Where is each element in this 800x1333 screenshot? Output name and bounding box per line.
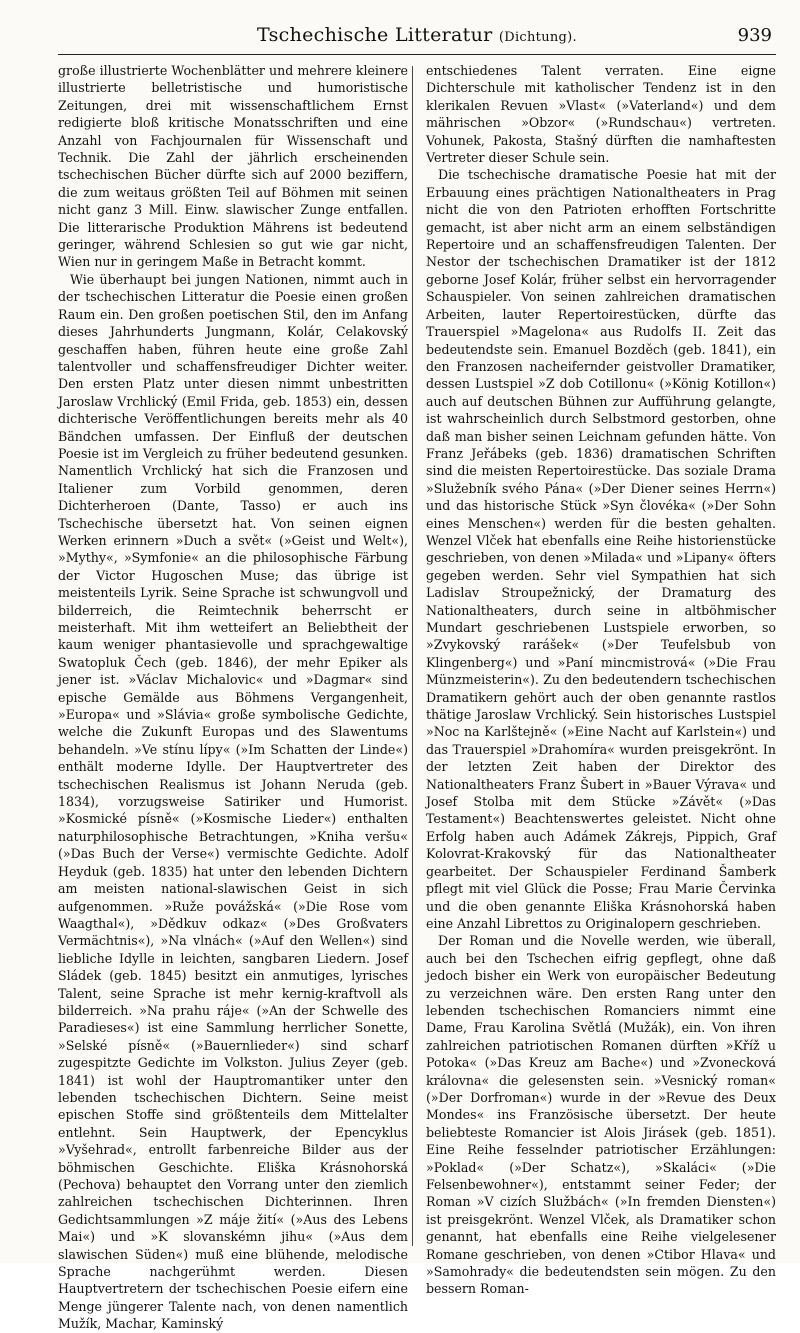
left-column — [58, 62, 408, 1332]
text-columns — [58, 62, 776, 1332]
header-subtitle: (Dichtung). — [498, 30, 577, 45]
header-title: Tschechische Litteratur — [257, 24, 493, 46]
page-number: 939 — [737, 25, 772, 46]
paragraph: Der Roman und die Novelle werden, wie überall, auch bei den Tschechen eifrig gepflegt, ohne daß jedoch bisher ein Werk von europäischer Bedeutung zu verzeichnen wäre. Den ersten Rang unter den lebenden tschechischen Romanciers nimmt eine Dame, Frau Karolina Světlá (Mužák), ein. Von ihren zahlreichen patriotischen Romanen dürften »Kříž u Potoka« (»Das Kreuz am Bache«) und »Zvonecková královna« die gelesensten sein. »Vesnický roman« (»Der Dorfroman«) wurde in der »Revue des Deux Mondes« ins Französische übersetzt. Der heute beliebteste Romancier ist Alois Jirásek (geb. 1851). Eine Reihe fesselnder patriotischer Erzählungen: »Poklad« (»Der Schatz«), »Skaláci« (»Die Felsenbewohner«), entstammt seiner Feder; der Roman »V cizích Službách« (»In fremden Diensten«) ist preisgekrönt. Wenzel Vlček, als Dramatiker schon genannt, hat ebenfalls eine Reihe vielgelesener Romane geschrieben, von denen »Ctibor Hlava« und »Samohrady« die bedeutendsten sein mögen. Zu den bessern Roman- — [426, 933, 776, 1297]
paragraph: Die tschechische dramatische Poesie hat mit der Erbauung eines prächtigen Nationaltheaters in Prag nicht die von den Patrioten erhofften Fortschritte gemacht, ist aber nicht arm an einem selbständigen Repertoire und an schaffensfreudigen Talenten. Der Nestor der tschechischen Dramatiker ist der 1812 geborne Josef Kolár, früher selbst ein hervorragender Schauspieler. Von seinen zahlreichen dramatischen Arbeiten, lauter Repertoirestücken, dürfte das Trauerspiel »Magelona« aus Rudolfs II. Zeit das bedeutendste sein. Emanuel Bozděch (geb. 1841), ein den Franzosen nacheifernder geistvoller Dramatiker, dessen Lustspiel »Z dob Cotillonu« (»König Kotillon«) auch auf deutschen Bühnen zur Aufführung gelangte, ist wahrscheinlich durch Selbstmord gestorben, ohne daß man bisher seinen Leichnam gefunden hätte. Von Franz Jeřábeks (geb. 1836) dramatischen Schriften sind die meisten Repertoirestücke. Das soziale Drama »Služebník svého Pána« (»Der Diener seines Herrn«) und das historische Stück »Syn človéka« (»Der Sohn eines Menschen«) werden für die besten gehalten. Wenzel Vlček hat ebenfalls eine Reihe historienstücke geschrieben, von denen »Milada« und »Lipany« öfters gegeben werden. Sehr viel Sympathien hat sich Ladislav Stroupežnický, der Dramaturg des Nationaltheaters, durch seine in altböhmischer Mundart geschriebenen Lustspiele erworben, so »Zvykovský rarášek« (»Der Teufelsbub von Klingenberg«) und »Paní mincmistrová« (»Die Frau Münzmeisterin«). Zu den bedeutendern tschechischen Dramatikern gehört auch der oben genannte rastlos thätige Jaroslaw Vrchlický. Sein historisches Lustspiel »Noc na Karlštejně« (»Eine Nacht auf Karlstein«) und das Trauerspiel »Drahomíra« wurden preisgekrönt. In der letzten Zeit haben der Direktor des Nationaltheaters Franz Šubert in »Bauer Výrava« und Josef Stolba mit dem Stücke »Závět« (»Das Testament«) Beachtenswertes geleistet. Nicht ohne Erfolg haben auch Adámek Zákrejs, Pippich, Graf Kolovrat-Krakovský für das Nationaltheater gearbeitet. Der Schauspieler Ferdinand Šamberk pflegt mit viel Glück die Posse; Frau Marie Červinka und die oben genannte Eliška Krásnohorská haben eine Anzahl Librettos zu Originalopern geschrieben. — [426, 167, 776, 931]
running-header — [58, 22, 776, 55]
paragraph: Wie überhaupt bei jungen Nationen, nimmt auch in der tschechischen Litteratur die Poesie einen großen Raum ein. Den großen poetischen Stil, den im Anfang dieses Jahrhunderts Jungmann, Kolár, Celakovský geschaffen haben, führen heute eine große Zahl talentvoller und schaffensfreudiger Dichter weiter. Den ersten Platz unter diesen nimmt unbestritten Jaroslaw Vrchlický (Emil Frida, geb. 1853) ein, dessen dichterische Veröffentlichungen bereits mehr als 40 Bändchen umfassen. Der Einfluß der deutschen Poesie ist im Vergleich zu früher bedeutend gesunken. Namentlich Vrchlický hat sich die Franzosen und Italiener zum Vorbild genommen, deren Dichterheroen (Dante, Tasso) er auch ins Tschechische übersetzt hat. Von seinen eignen Werken erinnern »Duch a svět« (»Geist und Welt«), »Mythy«, »Symfonie« an die philosophische Färbung der Victor Hugoschen Muse; das übrige ist meistenteils Lyrik. Seine Sprache ist schwungvoll und bilderreich, die Reimtechnik beherrscht er meisterhaft. Mit ihm wetteifert an Beliebtheit der kaum weniger phantasievolle und sprachgewaltige Swatopluk Čech (geb. 1846), der mehr Epiker als jener ist. »Václav Michalovic« und »Dagmar« sind epische Gemälde aus Böhmens Vergangenheit, »Europa« und »Slávia« große symbolische Gedichte, welche die Zukunft Europas und des Slawentums behandeln. »Ve stínu lípy« (»Im Schatten der Linde«) enthält moderne Idylle. Der Hauptvertreter des tschechischen Realismus ist Johann Neruda (geb. 1834), vorzugsweise Satiriker und Humorist. »Kosmické písně« (»Kosmische Lieder«) enthalten naturphilosophische Betrachtungen, »Kniha veršu« (»Das Buch der Verse«) vermischte Gedichte. Adolf Heyduk (geb. 1835) hat unter den lebenden Dichtern am meisten national-slawischen Geist in sich aufgenommen. »Ruže povážská« (»Die Rose vom Waagthal«), »Dědkuv odkaz« (»Des Großvaters Vermächtnis«), »Na vlnách« (»Auf den Wellen«) sind liebliche Idylle in leichten, sangbaren Liedern. Josef Sládek (geb. 1845) besitzt ein anmutiges, lyrisches Talent, seine Sprache ist mehr kernig-kraftvoll als bilderreich. »Na prahu ráje« (»An der Schwelle des Paradieses«) ist eine Sammlung herrlicher Sonette, »Selské písně« (»Bauernlieder«) sind scharf zugespitzte Gedichte im Volkston. Julius Zeyer (geb. 1841) ist wohl der Hauptromantiker unter den lebenden tschechischen Dichtern. Seine meist epischen Stoffe sind größtenteils dem Mittelalter entlehnt. Sein Hauptwerk, der Epencyklus »Vyšehrad«, entrollt farbenreiche Bilder aus der böhmischen Geschichte. Eliška Krásnohorská (Pechova) behauptet den Vorrang unter den ziemlich zahlreichen tschechischen Dichterinnen. Ihren Gedichtsammlungen »Z máje žití« (»Aus des Lebens Mai«) und »K slovanskémn jihu« (»Aus dem slawischen Süden«) muß eine blühende, melodische Sprache nachgerühmt werden. Diesen Hauptvertretern der tschechischen Poesie eifern eine Menge jüngerer Talente nach, von denen namentlich Mužík, Machar, Kaminský — [58, 271, 408, 1332]
right-column — [426, 62, 776, 1297]
paragraph: große illustrierte Wochenblätter und mehrere kleinere illustrierte belletristische und humoristische Zeitungen, drei mit wissenschaftlichem Ernst redigierte bloß kritische Monatsschriften und eine Anzahl von Fachjournalen für Wissenschaft und Technik. Die Zahl der jährlich erscheinenden tschechischen Bücher dürfte sich auf 2000 beziffern, die zum weitaus größten Teil auf Böhmen mit seinen nicht ganz 3 Mill. Einw. slawischer Zunge entfallen. Die litterarische Produktion Mährens ist bedeutend geringer, während Schlesien so gut wie gar nicht, Wien nur in geringem Maße in Betracht kommt. — [58, 63, 408, 270]
running-title — [58, 24, 776, 46]
paragraph: entschiedenes Talent verraten. Eine eigne Dichterschule mit katholischer Tendenz ist in den klerikalen Revuen »Vlast« (»Vaterland«) und dem mährischen »Obzor« (»Rundschau«) vertreten. Vohunek, Pakosta, Stašný dürften die namhaftesten Vertreter dieser Schule sein. — [426, 63, 776, 166]
